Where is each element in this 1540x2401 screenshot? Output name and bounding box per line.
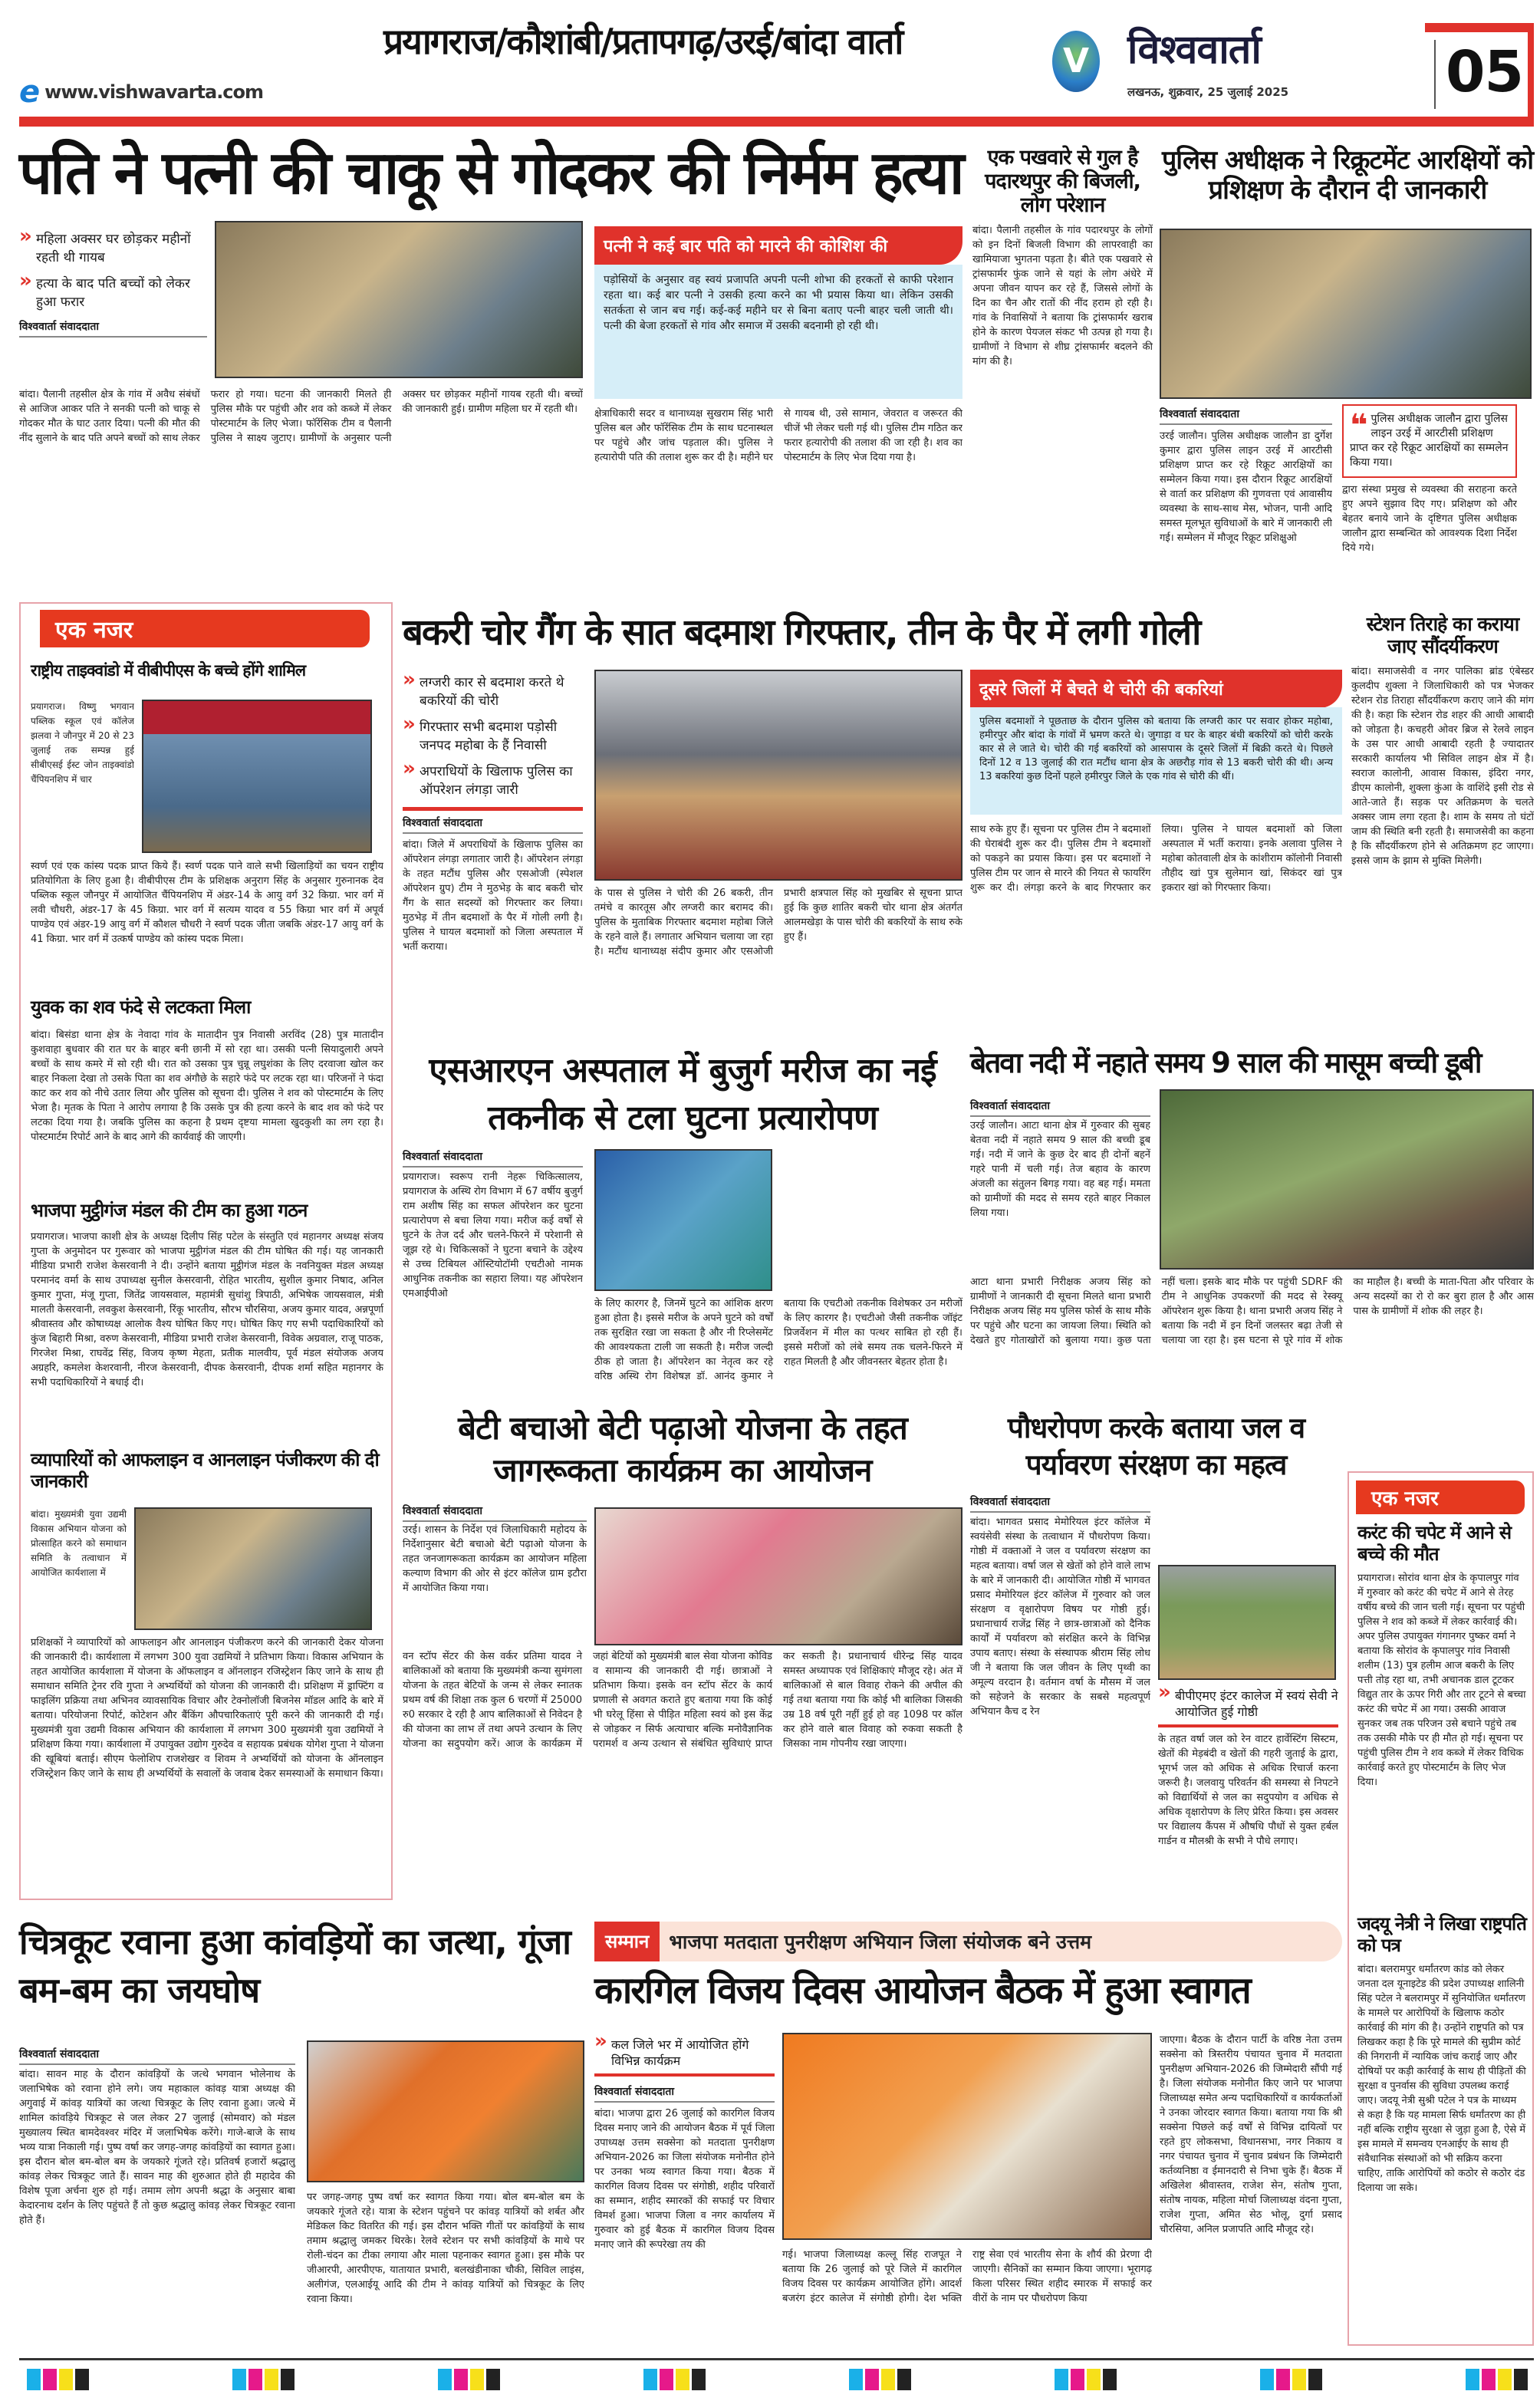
story10-headline: चित्रकूट रवाना हुआ कांवड़ियों का जत्था, गूंजा बम-बम का जयघोष <box>19 1922 571 2011</box>
left-item1-headline: राष्ट्रीय ताइक्वांडो में वीबीपीएस के बच्चे होंगे शामिल <box>31 661 306 680</box>
banner-tag: सम्मान <box>594 1922 660 1961</box>
byline: विश्ववार्ता संवाददाता <box>403 1149 583 1168</box>
right-item2-body: बांदा। बलरामपुर धर्मांतरण कांड को लेकर जनता दल यूनाइटेड की प्रदेश उपाध्यक्ष शालिनी सिंह पटेल ने बलरामपुर में सुनियोजित धर्मांतरण के मामले पर आरोपियों के खिलाफ कठोर कार्रवाई की मांग की है। उन्होंने राष्ट्रपति को पत्र लिखकर कहा है कि पूरे मामले की सुप्रीम कोर्ट की निगरानी में न्यायिक जांच कराई जाए और दोषियों पर कड़ी कार्रवाई के साथ ही पीड़ितों की सुरक्षा व पुनर्वास की सुविधा उपलब्ध कराई जाए। जदयू नेत्री सुश्री पटेल ने पत्र के माध्यम से कहा है कि यह मामला सिर्फ धर्मांतरण का ही नहीं बल्कि राष्ट्रीय सुरक्षा से जुड़ा हुआ है, ऐसे में इस मामले में समन्वय एनआईए के साथ ही संवैधानिक संस्थाओं को भी सक्रिय करना चाहिए, ताकि आरोपियों को कठोर से कठोर दंड दिलाया जा सके। <box>1357 1964 1526 2195</box>
story6-body-continued: के लिए कारगर है, जिनमें घुटने का आंशिक क्षरण हुआ होता है। इससे मरीज के अपने घुटने को वर्षों तक सुरक्षित रखा जा सकता है और नी रिप्लेसमेंट की आवश्यकता टाली जा सकती है। मरीज जल्दी ठीक हो जाता है। ऑपरेशन का नेतृत्व कर रहे वरिष्ठ अस्थि रोग विशेषज्ञ डॉ. आनंद कुमार ने बताया कि एचटीओ तकनीक विशेषकर उन मरीजों के लिए कारगर है। एचटीओ जैसी तकनीक जॉइंट प्रिजर्वेशन में मील का पत्थर साबित हो रही हैं। इससे मरीजों को लंबे समय तक चलने-फिरने में राहत मिलती है और जीवनस्तर बेहतर होता है। <box>594 1298 962 1382</box>
story1-box-title: पत्नी ने कई बार पति को मारने की कोशिश की <box>594 226 962 265</box>
left-item2-headline: युवक का शव फंदे से लटकता मिला <box>31 996 251 1018</box>
color-registration-bar <box>27 2369 1530 2393</box>
page-number: 05 <box>1446 39 1523 105</box>
byline: विश्ववार्ता संवाददाता <box>403 815 583 834</box>
story2-headline: एक पखवारे से गुल है पदारथपुर की बिजली, लोग परेशान <box>985 146 1140 218</box>
story8-headline: बेटी बचाओ बेटी पढ़ाओ योजना के तहत जागरूकता कार्यक्रम का आयोजन <box>458 1409 907 1489</box>
story10-photo <box>307 2040 584 2182</box>
quote-icon: ❝ <box>1350 408 1368 443</box>
story4-body: बांदा। जिले में अपराधियों के खिलाफ पुलिस का ऑपरेशन लंगड़ा लगातार जारी है। ऑपरेशन लंगड़ा के तहत मटौंध पुलिस और एसओजी (स्पेशल ऑपरेशन ग्रुप) टीम ने मुठभेड़ के बाद बकरी चोर गैंग के सात सदस्यों को गिरफ्तार कर लिया। मुठभेड़ में तीन बदमाशों के पैर में गोली लगी है। पुलिस ने घायल बदमाशों को जिला अस्पताल में भर्ती कराया। <box>403 839 583 953</box>
story2-body: बांदा। पैलानी तहसील के गांव पदारथपुर के लोगों को इन दिनों बिजली विभाग की लापरवाही का खामियाजा भुगतना पड़ता है। बीते एक पखवारे से ट्रांसफार्मर फुंक जाने से यहां के लोग अंधेरे में अपना जीवन यापन कर रहे हैं, जिससे लोगों के दिन का चैन और रातों की नींद हराम हो रही है। गांव के निवासियों ने बताया कि ट्रांसफार्मर खराब होने के कारण पेयजल संकट भी उत्पन्न हो गया है। ग्रामीणों ने विभाग से शीघ्र ट्रांसफार्मर बदलने की मांग की है। <box>972 225 1153 368</box>
website-url[interactable]: e www.vishwavarta.com <box>19 74 264 110</box>
byline: विश्ववार्ता संवाददाता <box>1160 407 1332 425</box>
left-item1-lead: प्रयागराज। विष्णु भगवान पब्लिक स्कूल एवं कॉलेज झलवा ने जौनपुर में 20 से 23 जुलाई तक सम्पन्न हुई सीबीएसई ईस्ट जोन ताइक्वांडो चैंपियनशिप में चार <box>31 701 134 785</box>
right-item1-body: प्रयागराज। सोरांव थाना क्षेत्र के कृपालपुर गांव में गुरुवार को करंट की चपेट में आने से तेरह वर्षीय बच्चे की जान चली गई। सूचना पर पहुंची पुलिस ने शव को कब्जे में लेकर कार्रवाई की। अपर पुलिस उपायुक्त गंगानगर पुष्कर वर्मा ने बताया कि सोरांव के कृपालपुर गांव निवासी शलीम (13) पुत्र हलीम आज बकरी के लिए पत्ती तोड़ रहा था, तभी अचानक डाल टूटकर विद्युत तार के ऊपर गिरी और तार टूटने से बच्चा करंट की चपेट में आ गया। उसकी आवाज सुनकर जब तक परिजन उसे बचाने पहुंचे तब तक उसकी मौके पर ही मौत हो गई। सूचना पर पहुंची पुलिस टीम ने शव कब्जे में लेकर विधिक कार्रवाई करते हुए पोस्टमार्टम के लिए भेज दिया। <box>1357 1573 1526 1789</box>
right-item2-headline: जदयू नेत्री ने लिखा राष्ट्रपति को पत्र <box>1357 1913 1526 1956</box>
left-item4-headline: व्यापारियों को आफलाइन व आनलाइन पंजीकरण की दी जानकारी <box>31 1449 379 1492</box>
bullet-item: » हत्या के बाद पति बच्चों को लेकर हुआ फरार <box>19 275 207 311</box>
right-item1-headline: करंट की चपेट में आने से बच्चे की मौत <box>1357 1522 1512 1565</box>
story9-photo <box>1158 1565 1336 1680</box>
story4-body-more: साथ रुके हुए हैं। सूचना पर पुलिस टीम ने बदमाशों की घेराबंदी शुरू कर दी। पुलिस टीम ने बदमाशों को पकड़ने का प्रयास किया। इस पर बदमाशों ने पुलिस टीम पर जान से मारने की नियत से फायरिंग शुरू कर दी। लंगड़ा करने के बाद गिरफ्तार कर लिया। पुलिस ने घायल बदमाशों को जिला अस्पताल में भर्ती कराया। इनके अलावा पुलिस ने महोबा कोतवाली क्षेत्र के कांशीराम कॉलोनी निवासी तौहीद खां पुत्र सुलेमान खां, सिकंदर खां पुत्र इकरार खां को गिरफ्तार किया। <box>970 824 1342 894</box>
story3-body: उरई जालौन। पुलिस अधीक्षक जालौन डा दुर्गेश कुमार द्वारा पुलिस लाइन उरई में आरटीसी प्रशिक्षण प्राप्त कर रहे रिक्रूट आरक्षियों का सम्मेलन किया गया। इस दौरान रिक्रूट आरक्षियों से वार्ता कर प्रशिक्षण की गुणवत्ता एवं आवासीय व्यवस्था के साथ-साथ मेस, भोजन, पानी आदि समस्त मूलभूत सुविधाओं के बारे में जानकारी ली गई। सम्मेलन में मौजूद रिक्रूट प्रशिक्षुओ <box>1160 430 1332 544</box>
logo-emblem-icon: V <box>1052 31 1100 92</box>
story8-body-continued: वन स्टॉप सेंटर की केस वर्कर प्रतिमा यादव ने बालिकाओं को बताया कि मुख्यमंत्री कन्या सुमंगला योजना के तहत बेटियों के जन्म से लेकर स्नातक प्रथम वर्ष की शिक्षा तक कुल 6 चरणों में 25000 रु0 सरकार दे रही है आप बालिकाओं से निवेदन है की योजना का लाभ लें तथा अपने उत्थान के लिए योजना का सदुपयोग करें। आज के कार्यक्रम में जहां बेटियों को मुख्यमंत्री बाल सेवा योजना कोविड व सामान्य की जानकारी दी गई। छात्राओं ने प्रतिभाग किया। इसके वन स्टॉप सेंटर के कार्य प्रणाली से अवगत कराते हुए बताया गया कि कोई भी घरेलू हिंसा से पीड़ित महिला स्वयं को इस केंद्र से जोड़कर न सिर्फ अत्याचार बल्कि मनोवैज्ञानिक परामर्श व अन्य उत्थान से संबंधित सुविधाएं प्राप्त कर सकती है। प्रधानाचार्य धीरेन्द्र सिंह यादव समस्त अध्यापक एवं शिक्षिकाएं मौजूद रहे। अंत में बालिकाओं से बाल विवाह रोकने की अपील की गई तथा बताया गया कि कोई भी बालिका जिसकी उम्र 18 वर्ष पूरी नहीं हुई हो वह 1098 पर कॉल कर होने वाले बाल विवाह को रुकवा सकती है जिसका नाम गोपनीय रखा जाएगा। <box>403 1651 962 1750</box>
story6-photo <box>594 1149 772 1291</box>
story1-headline-frame <box>19 140 962 216</box>
story1-photo <box>215 221 583 378</box>
edition-title: प्रयागराज/कौशांबी/प्रतापगढ़/उरई/बांदा वार्ता <box>383 21 903 62</box>
dateline: लखनऊ, शुक्रवार, 25 जुलाई 2025 <box>1127 85 1289 99</box>
bullet-item: » लग्जरी कार से बदमाश करते थे बकरियों की चोरी <box>403 674 583 710</box>
cmyk-swatch-icon <box>1260 2369 1324 2393</box>
story3-side <box>1342 404 1517 596</box>
byline: विश्ववार्ता संवाददाता <box>19 319 207 338</box>
story4-headline-frame <box>403 612 1342 660</box>
story6-body: प्रयागराज। स्वरूप रानी नेहरू चिकित्सालय, प्रयागराज के अस्थि रोग विभाग में 67 वर्षीय बुजुर्ग राम अशीष सिंह का सफल ऑपरेशन कर घुटना प्रत्यारोपण से बचा लिया गया। मरीज कई वर्षों से घुटने के तेज दर्द और चलने-फिरने में परेशानी से जूझ रहे थे। चिकित्सकों ने घुटना बचाने के उद्देश्य से उच्च टिबियल ऑस्टियोटॉमी एचटीओ नामक आधुनिक तकनीक का सहारा लिया। यह ऑपरेशन एमआईपीओ <box>403 1171 583 1299</box>
cmyk-swatch-icon <box>849 2369 913 2393</box>
story11-body-more: जाएगा। बैठक के दौरान पार्टी के वरिष्ठ नेता उत्तम सक्सेना को त्रिस्तरीय पंचायत चुनाव में मतदाता पुनरीक्षण अभियान-2026 की जिम्मेदारी सौंपी गई है। जिला संयोजक मनोनीत किए जाने पर भाजपा जिलाध्यक्ष समेत अन्य पदाधिकारियों व कार्यकर्ताओं ने उनका जोरदार स्वागत किया। बताया गया कि श्री सक्सेना पिछले कई वर्षों से विभिन्न दायित्वों पर रहते हुए लोकसभा, विधानसभा, नगर निकाय व नगर पंचायत चुनाव में चुनाव प्रबंधन कि जिम्मेदारी कर्तव्यनिष्ठा व ईमानदारी से निभा चुके हैं। बैठक में अखिलेश श्रीवास्तव, राजेश सेन, संतोष गुप्ता, संतोष नायक, महिला मोर्चा जिलाध्यक्ष वंदना गुप्ता, राजेश गुप्ता, अमित सेठ भोलू, दुर्गा प्रसाद चौरसिया, अनिल प्रजापति आदि मौजूद रहे। <box>1160 2034 1342 2235</box>
cmyk-swatch-icon <box>1055 2369 1119 2393</box>
page-divider <box>1434 40 1436 109</box>
byline: विश्ववार्ता संवाददाता <box>403 1504 587 1522</box>
ek-nazar-tab: एक नजर <box>1356 1480 1525 1514</box>
ek-nazar-tab: एक नजर <box>40 610 370 647</box>
left-item3-body: प्रयागराज। भाजपा काशी क्षेत्र के अध्यक्ष दिलीप सिंह पटेल के संस्तुति एवं महानगर अध्यक्ष संजय गुप्ता के अनुमोदन पर गुरूवार को भाजपा मुट्ठीगंज मंडल की टीम घोषित की गई। यह जानकारी मीडिया प्रभारी राजेश केसरवानी ने दी। उन्होंने बताया मुट्ठीगंज मंडल के नवनियुक्त मंडल अध्यक्ष परमानंद वर्मा के साथ उपाध्यक्ष सुनील केसरवानी, रोहित भारतीय, सुशील कुमार निषाद, अनिल कुमार गुप्ता, मंजू गुप्ता, जितेंद्र जायसवाल, महामंत्री सुधांशु त्रिपाठी, अभिषेक जायसवाल, मंत्री मालती केसरवानी, लवकुश केसरवानी, रिंकू भारतीय, सौरभ चौरसिया, अजय कुमार यादव, अन्नपूर्णा श्रीवास्तव और कोषाध्यक्ष आलोक वैश्य घोषित किए गए। घोषित किए गए सभी पदाधिकारियों को कुंज बिहारी मिश्रा, वरुण केसरवानी, मीडिया प्रभारी राजेश केसरवानी, विवेक अग्रवाल, राजू पाठक, गिरजेश मिश्रा, राघवेंद्र सिंह, विजय कृष्ण मेहता, प्रतीक मालवीय, पूर्व मंडल संयोजक अजय अग्रहरि, कमलेश केशरवानी, नीरज केसरवानी, दीपक केसरवानी, दीपक शर्मा सहित महानगर के सभी पदाधिकारियों ने बधाई दी। <box>31 1231 383 1388</box>
story1-box-text: पड़ोसियों के अनुसार वह स्वयं प्रजापति अपनी पत्नी शोभा की हरकतों से काफी परेशान रहता था। कई बार पत्नी ने उसकी हत्या करने का भी प्रयास किया था। लेकिन उसकी सतर्कता से जान बच गई। कई-कई महीने घर से बिना बताए पत्नी बाहर चली जाती थी। पत्नी की बेजा हरकतों से गांव और समाज में उसकी बदनामी हो रही थी। <box>594 265 962 399</box>
story5-headline: स्टेशन तिराहे का कराया जाए सौंदर्यीकरण <box>1366 613 1519 657</box>
story3-body-continued: द्वारा संस्था प्रमुख से व्यवस्था की सराहना करते हुए अपने सुझाव दिए गए। प्रशिक्षण को और बेहतर बनाये जाने के दृष्टिगत पुलिस अधीक्षक जालौन द्वारा सम्बन्धित को आवश्यक दिशा निर्देश दिये गये। <box>1342 484 1517 554</box>
byline: विश्ववार्ता संवाददाता <box>594 2084 775 2103</box>
story11-bullet: » कल जिले भर में आयोजित होंगे विभिन्न कार्यक्रम <box>594 2037 775 2069</box>
left-item1-body: स्वर्ण एवं एक कांस्य पदक प्राप्त किये हैं। स्वर्ण पदक पाने वाले सभी खिलाड़ियों का चयन राष्ट्रीय प्रतियोगिता के लिए हुआ है। वीबीपीएस टीम के प्रशिक्षक अनुराग सिंह के अनुसार गुरुनानक देव पब्लिक स्कूल जौनपुर में आयोजित चैंपियनशिप में अंडर-14 के आयु वर्ग 32 किग्रा. भार वर्ग में लवी चौधरी, अंडर-17 के 45 किग्रा. भार वर्ग में सत्यम यादव व 55 किग्रा भार वर्ग में अपूर्व पाण्डेय एवं अंडर-19 आयु वर्ग में कौशल चौधरी ने स्वर्ण पदक जीता जबकि अंडर-17 आयु वर्ग के 41 किग्रा. भार वर्ग में उत्कर्ष पाण्डेय को कांस्य पदक मिला। <box>31 861 383 945</box>
paper-name: विश्ववार्ता <box>1127 27 1261 73</box>
story10-body-continued: पर जगह-जगह पुष्प वर्षा कर स्वागत किया गया। बोल बम-बोल बम के जयकारे गूंजते रहे। यात्रा के स्टेशन पहुंचने पर कांवड़ यात्रियों को शर्बत और मेडिकल किट वितरित की गई। इस दौरान भक्ति गीतों पर कांवड़ियों के साथ तमाम श्रद्धालु जमकर थिरके। रेलवे स्टेशन पर सभी कांवड़ियों के माथे पर रोली-चंदन का टीका लगाया और माला पहनाकर स्वागत हुआ। इस मौके पर जीआरपी, आरपीएफ, यातायात प्रभारी, बलखंडीनाका चौकी, सिविल लाइंस, अलीगंज, एलआईयू आदि की टीम ने कांवड़ यात्रियों को चित्रकूट के लिए रवाना किया। <box>307 2192 584 2305</box>
story11-side <box>594 2037 775 2353</box>
story9-headline: पौधरोपण करके बताया जल व पर्यावरण संरक्षण का महत्व <box>1007 1411 1305 1482</box>
left-item3-headline: भाजपा मुट्ठीगंज मंडल की टीम का हुआ गठन <box>31 1200 308 1221</box>
byline: विश्ववार्ता संवाददाता <box>19 2047 295 2065</box>
cmyk-swatch-icon <box>232 2369 297 2393</box>
story9-body: बांदा। भागवत प्रसाद मेमोरियल इंटर कॉलेज में स्वयंसेवी संस्था के तत्वाधान में पौधरोपण किया। गोष्ठी में वक्ताओं ने जल व पर्यावरण संरक्षण का महत्व बताया। वर्षा जल से खेतों को होने वाले लाभ के बारे में जानकारी दी। आयोजित गोष्ठी में भागवत प्रसाद मेमोरियल इंटर कॉलेज में गुरुवार को जल संरक्षण व वृक्षारोपण विषय पर गोष्ठी हुई। प्रधानाचार्य राजेंद्र सिंह ने छात्र-छात्राओं को दैनिक कार्यों में पर्यावरण को संरक्षित करने के विभिन्न उपाय बताए। संस्था के संस्थापक श्रीराम सिंह लोध जी ने बताया कि जल जीवन के लिए पृथ्वी का अमूल्य वरदान है। वर्तमान वर्षा के मौसम में जल को सहेजने के सरकार के सबसे महत्वपूर्ण अभियान कैच द रेन <box>970 1517 1150 1718</box>
footer-rule <box>19 2358 1534 2360</box>
story4-headline: बकरी चोर गैंग के सात बदमाश गिरफ्तार, तीन के पैर में लगी गोली <box>403 611 1200 654</box>
story5-body: बांदा। समाजसेवी व नगर पालिका ब्रांड एंबेस्डर कुलदीप शुक्ला ने जिलाधिकारी को पत्र भेजकर स्टेशन रोड तिराहा सौंदर्यीकरण कराए जाने की मांग की है। कहा कि स्टेशन रोड शहर की आधी आबादी को जोड़ता है। कचहरी ओवर ब्रिज से रेलवे लाइन के उस पार आधी आबादी रहती है ज्यादातर सरकारी कार्यालय भी सिविल लाइन क्षेत्र में है। स्वराज कालोनी, आवास विकास, इंदिरा नगर, डीएम कालोनी, शुक्ला कुंआ के वाशिंदे इसी रोड से आते-जाते हैं। सड़क पर अतिक्रमण के चलते अक्सर जाम लगा रहता है। शाम के समय तो घंटों जाम की स्थिति बनी रहती है। समाजसेवी का कहना है कि सौंदर्यीकरण होने से अतिक्रमण हट जाएगा। इससे जाम के झाम से मुक्ति मिलेगी। <box>1351 665 1534 867</box>
story3-photo <box>1160 229 1532 399</box>
story4-side <box>403 674 583 1024</box>
story2 <box>972 146 1153 579</box>
story5 <box>1351 614 1534 1024</box>
right-column-items <box>1357 1523 1526 2340</box>
story9-side <box>1158 1688 1338 1899</box>
story1-body: बांदा। पैलानी तहसील क्षेत्र के गांव में अवैध संबंधों से आजिज आकर पति ने सनकी पत्नी को चाकू से गोदकर मौत के घाट उतार दिया। पत्नी की मौत की नींद सुलाने के बाद पति अपने बच्चों को साथ लेकर फरार हो गया। घटना की जानकारी मिलते ही पुलिस मौके पर पहुंची और शव को कब्जे में लेकर पोस्टमार्टम के लिए भेजा। फॉरेंसिक टीम व पैलानी पुलिस ने साक्ष्य जुटाए। ग्रामीणों के अनुसार पत्नी अक्सर घर छोड़कर महीनों गायब रहती थी। बच्चों की जानकारी हुई। ग्रामीण महिला घर में रहती थी। <box>19 389 583 444</box>
story4-photo <box>594 670 962 881</box>
story1-headline: पति ने पत्नी की चाकू से गोदकर की निर्मम हत्या <box>19 139 962 208</box>
story11-body: बांदा। भाजपा द्वारा 26 जुलाई को कारगिल विजय दिवस मनाए जाने की आयोजन बैठक में पूर्व जिला उपाध्यक्ष उत्तम सक्सेना को मतदाता पुनरीक्षण अभियान-2026 का जिला संयोजक मनोनीत होने पर उनका भव्य स्वागत किया गया। बैठक में कारगिल विजय दिवस पर संगोष्ठी, शहीद परिवारों का सम्मान, शहीद स्मारकों की सफाई पर विचार विमर्श हुआ। भाजपा जिला व नगर कार्यालय में गुरुवार को हुई बैठक में कारगिल विजय दिवस मनाए जाने की रूपरेखा तय की <box>594 2108 775 2251</box>
story3-headline: पुलिस अधीक्षक ने रिक्रूटमेंट आरक्षियों को प्रशिक्षण के दौरान दी जानकारी <box>1161 145 1534 206</box>
story7-body: उरई जालौन। आटा थाना क्षेत्र में गुरुवार की सुबह बेतवा नदी में नहाते समय 9 साल की बच्ची डूब गई। नदी में जाने के कुछ देर बाद ही दोनों बहनें गहरे पानी में चली गई। तेज बहाव के कारण अंजली का संतुलन बिगड़ गया। वह बह गई। ममता को ग्रामीणों की मदद से समय रहते बाहर निकाल लिया गया। <box>970 1120 1150 1219</box>
story7-headline: बेतवा नदी में नहाते समय 9 साल की मासूम बच्ची डूबी <box>970 1046 1481 1079</box>
story6-head <box>403 1047 962 1141</box>
bullet-item: » महिला अक्सर घर छोड़कर महीनों रहती थी गायब <box>19 230 207 267</box>
story8-body: उरई। शासन के निर्देश एवं जिलाधिकारी महोदय के निर्देशानुसार बेटी बचाओ बेटी पढ़ाओ योजना के तहत जनजागरूकता कार्यक्रम का आयोजन महिला कल्याण विभाग की ओर से इंटर कॉलेज ग्राम इटौरा में आयोजित किया गया। <box>403 1524 587 1594</box>
story3-main <box>1160 407 1332 594</box>
cmyk-swatch-icon <box>438 2369 502 2393</box>
byline: विश्ववार्ता संवाददाता <box>970 1494 1150 1513</box>
story11-headline: कारगिल विजय दिवस आयोजन बैठक में हुआ स्वागत <box>594 1969 1250 2012</box>
quote-text: पुलिस अधीक्षक जालौन द्वारा पुलिस लाइन उरई में आरटीसी प्रशिक्षण प्राप्त कर रहे रिक्रूट आरक्षियों का सम्मलेन किया गया। <box>1350 413 1509 469</box>
story8-photo <box>594 1507 962 1645</box>
story11-body-continued: गई। भाजपा जिलाध्यक्ष कल्लू सिंह राजपूत ने बताया कि 26 जुलाई को पूरे जिले में कारगिल विजय दिवस पर कार्यक्रम आयोजित होंगे। आदर्श बजरंग इंटर कालेज में संगोष्ठी होगी। देश भक्ति राष्ट्र सेवा एवं भारतीय सेना के शौर्य की प्रेरणा दी जाएगी। सैनिकों का सम्मान किया जाएगा। भूरागढ़ किला परिसर स्थित शहीद स्मारक में सफाई कर वीरों के नाम पर पौधरोपण किया <box>782 2249 1152 2304</box>
bullet-item: » अपराधियों के खिलाफ पुलिस का ऑपरेशन लंगड़ा जारी <box>403 762 583 799</box>
story1-body-continued: क्षेत्राधिकारी सदर व थानाध्यक्ष सुखराम सिंह भारी पुलिस बल और फॉरेंसिक टीम के साथ घटनास्थल पर पहुंचे और जांच पड़ताल की। पुलिस ने हत्यारोपी पति की तलाश शुरू कर दी है। महीने घर से गायब थी, उसे सामान, जेवरात व जरूरत की चीजें भी लेकर चली गई थी। पुलिस टीम गठित कर फरार हत्यारोपी की तलाश की जा रही है। शव का पोस्टमार्टम के लिए भेज दिया गया है। <box>594 408 962 463</box>
left-item4-photo <box>134 1507 372 1630</box>
left-item4-lead: बांदा। मुख्यमंत्री युवा उद्यमी विकास अभियान योजना को प्रोत्साहित करने को समाधान समिति के तत्वाधान में आयोजित कार्यशाला में <box>31 1509 127 1578</box>
story6-headline: एसआरएन अस्पताल में बुजुर्ग मरीज का नई तकनीक से टला घुटना प्रत्यारोपण <box>429 1051 936 1138</box>
bullet-item: » गिरफ्तार सभी बदमाश पड़ोसी जनपद महोबा के हैं निवासी <box>403 718 583 755</box>
story4-body-continued: के पास से पुलिस ने चोरी की 26 बकरी, तीन तमंचे व कारतूस और लग्जरी कार बरामद की। पुलिस के मुताबिक गिरफ्तार बदमाश महोबा जिले के रहने वाले हैं। लगातार अभियान चलाया जा रहा है। मटौंध थानाध्यक्ष संदीप कुमार और एसओजी प्रभारी क्षत्रपाल सिंह को मुखबिर से सूचना प्राप्त हुई कि कुछ शातिर बकरी चोर थाना क्षेत्र अंतर्गत आलमखेड़ा के पास चोरी की बकरियों के साथ रुके हुए हैं। <box>594 888 962 957</box>
cmyk-swatch-icon <box>1466 2369 1530 2393</box>
story4-box-text: पुलिस बदमाशों ने पूछताछ के दौरान पुलिस को बताया कि लग्जरी कार पर सवार होकर महोबा, हमीरपुर और बांदा के गांवों में भ्रमण करते थे। जुगाड़ा व घर के बाहर बंधी बकरियों को चोरी करके कार से ले जाते थे। चोरी की गई बकरियों को आसपास के दूसरे जिलों में बिक्री करते थे। पिछले दिनों 12 व 13 जुलाई की रात मटौंध थाना क्षेत्र के अछरौड़ गांव से 13 बकरी चोरी की थी। अन्य 13 बकरियां कुछ दिनों पहले हमीरपुर जिले के एक गांव से चोरी की थीं। <box>970 707 1342 815</box>
divider <box>403 807 583 811</box>
byline: विश्ववार्ता संवाददाता <box>970 1098 1150 1117</box>
story7-body-continued: आटा थाना प्रभारी निरीक्षक अजय सिंह को ग्रामीणों ने जानकारी दी सूचना मिलते थाना प्रभारी निरीक्षक अजय सिंह मय पुलिस फोर्स के साथ मौके पर पहुंचे और घटना का जायजा लिया। स्थिति को देखते हुए गोताखोरों को बुलाया गया। कुछ पता नहीं चला। इसके बाद मौके पर पहुंची SDRF की टीम ने आधुनिक उपकरणों की मदद से रेस्क्यू ऑपरेशन शुरू किया है। थाना प्रभारी अजय सिंह ने बताया कि नदी में इन दिनों जलस्तर बढ़ा तेजी से चलाया जा रहा है। इस घटना से पूरे गांव में शोक का माहौल है। बच्ची के माता-पिता और परिवार के अन्य सदस्यों का रो रो कर बुरा हाल है और आस पास के ग्रामीणों में शोक की लहर है। <box>970 1276 1534 1346</box>
story9-body-continued: के तहत वर्षा जल को रेन वाटर हार्वेस्टिंग सिस्टम, खेतों की मेड़बंदी व खेतों की गहरी जुताई के द्वारा, भूगर्भ जल को अधिक से अधिक रिचार्ज करना जरूरी है। जलवायु परिवर्तन की समस्या से निपटने को विद्यार्थियों से जल का सदुपयोग व अधिक से अधिक वृक्षारोपण के लिए प्रेरित किया। इस अवसर पर विद्यालय कैंपस में औषधि पौधों से युक्त हर्बल गार्डन व मौलश्री के सभी ने पौधे लगाए। <box>1158 1734 1338 1847</box>
story7-photo <box>1160 1089 1534 1270</box>
story7-headline-frame <box>970 1047 1534 1085</box>
story4-box-title: दूसरे जिलों में बेचते थे चोरी की बकरियां <box>970 670 1342 708</box>
cmyk-swatch-icon <box>643 2369 708 2393</box>
browser-e-icon: e <box>19 74 41 110</box>
divider <box>594 2073 775 2077</box>
story10-body: बांदा। सावन माह के दौरान कांवड़ियों के जत्थे भगवान भोलेनाथ के जलाभिषेक को रवाना होने लगे। जय महाकाल कांवड़ यात्रा अध्यक्ष की अगुवाई में कांवड़ यात्रियों का जत्था चित्रकूट के लिए रवाना हुआ। जत्थे में शामिल कांवड़िये चित्रकूट से जल लेकर 27 जुलाई (सोमवार) को मंडल मुख्यालय स्थित बामदेवश्वर मंदिर में जलाभिषेक करेंगे। गाजे-बाजे के साथ भव्य यात्रा निकाली गई। पुष्प वर्षा कर जगह-जगह कांवड़ियों का स्वागत हुआ। इस दौरान बोल बम-बोल बम के जयकारे गूंजते रहे। प्रतिवर्ष हजारों श्रद्धालु कांवड़ लेकर चित्रकूट जाते हैं। सावन माह की शुरुआत होते ही महादेव की विशेष पूजा अर्चना शुरु हो गई। तमाम लोग अपनी श्रद्धा के अनुसार बाबा केदारनाथ दर्शन के लिए पहुंचते हैं तो कुछ श्रद्धालु कांवड़ लेकर चित्रकूट रवाना होते हैं। <box>19 2069 295 2226</box>
header-red-band <box>19 117 1534 127</box>
story11-photo <box>782 2033 1152 2240</box>
story3-quote-box <box>1342 404 1517 478</box>
left-item1-photo <box>142 700 372 853</box>
left-item2-body: बांदा। बिसंडा थाना क्षेत्र के नेवादा गांव के मातादीन पुत्र निवासी अरविंद (28) पुत्र मातादीन कुशवाहा बुधवार की रात घर के बाहर बनी छानी में सो रहा था। उसकी पत्नी सियादुलारी अपने बच्चों के साथ कमरे में सो रही थी। रात को उसका पुत्र चुन्नू लघुशंका के लिए दरवाजा खोल कर बाहर निकला देखा तो उसके पिता का शव अंगौछे के सहारे फंदे पर लटक रहा था। परिजनों ने फंदा काट कर शव को नीचे उतार लिया और पुलिस को सूचना दी। पुलिस ने शव को पोस्टमार्टम के लिए भेजा है। मृतक के पिता ने आरोप लगाया है कि उसके पुत्र की हत्या करने के बाद शव को फंदे पर लटका दिया गया है। जबकि पुलिस का कहना है प्रथम दृष्टया मामला खुदकुशी का लग रहा है। पोस्टमार्टम रिपोर्ट आने के बाद आगे की कार्यवाई की जाएगी। <box>31 1029 383 1143</box>
left-item4-body: प्रशिक्षकों ने व्यापारियों को आफलाइन और आनलाइन पंजीकरण करने की जानकारी देकर योजना की जानकारी दी। कार्यशाला में लगभग 300 युवा उद्यमियों ने प्रतिभाग किया। विकास अभियान के तहत आयोजित कार्यशाला में योजना के ऑफलाइन व ऑनलाइन रजिस्ट्रेशन किए जाने के साथ ही समाधान समिति ट्रेनर रवि गुप्ता ने अभ्यर्थियों को योजना की जानकारी दी। प्रशिक्षण में ड्राफ्टिंग व फाइलिंग प्रक्रिया तथा अभिनव व्यावसायिक विचार और टेक्नोलॉजी बिजनेस मॉडल आदि के बारे में बताया। परियोजना रिपोर्ट, कोटेशन और बैंकिंग औपचारिकताएं पूरी करने की जानकारी दी गई। मुख्यमंत्री युवा उद्यमी विकास अभियान की कार्यशाला में लगभग 300 मुख्यमंत्री युवा उद्यमियों ने प्रशिक्षण किया गया। कार्यशाला में उपायुक्त उद्योग गुरुदेव व सहायक प्रबंधक योगेश गुप्ता ने योजना की खूबियां बताई। सीएम फेलोशिप राजशेखर व शिवम ने अभ्यर्थियों को योजना के ऑनलाइन रजिस्ट्रेशन किए जाने के साथ ही अभ्यर्थियों के सवालों के जवाब देकर समस्याओं के समाधान किया। <box>31 1637 383 1780</box>
cmyk-swatch-icon <box>27 2369 91 2393</box>
story1-side <box>19 230 207 380</box>
divider <box>1158 1724 1338 1727</box>
banner-text: भाजपा मतदाता पुनरीक्षण अभियान जिला संयोजक बने उत्तम <box>669 1931 1092 1953</box>
story11-banner <box>594 1922 1342 1961</box>
story9-bullet: » बीपीएमए इंटर कालेज में स्वयं सेवी ने आयोजित हुई गोष्ठी <box>1158 1688 1338 1720</box>
story11-headline-frame <box>594 1970 1342 2024</box>
